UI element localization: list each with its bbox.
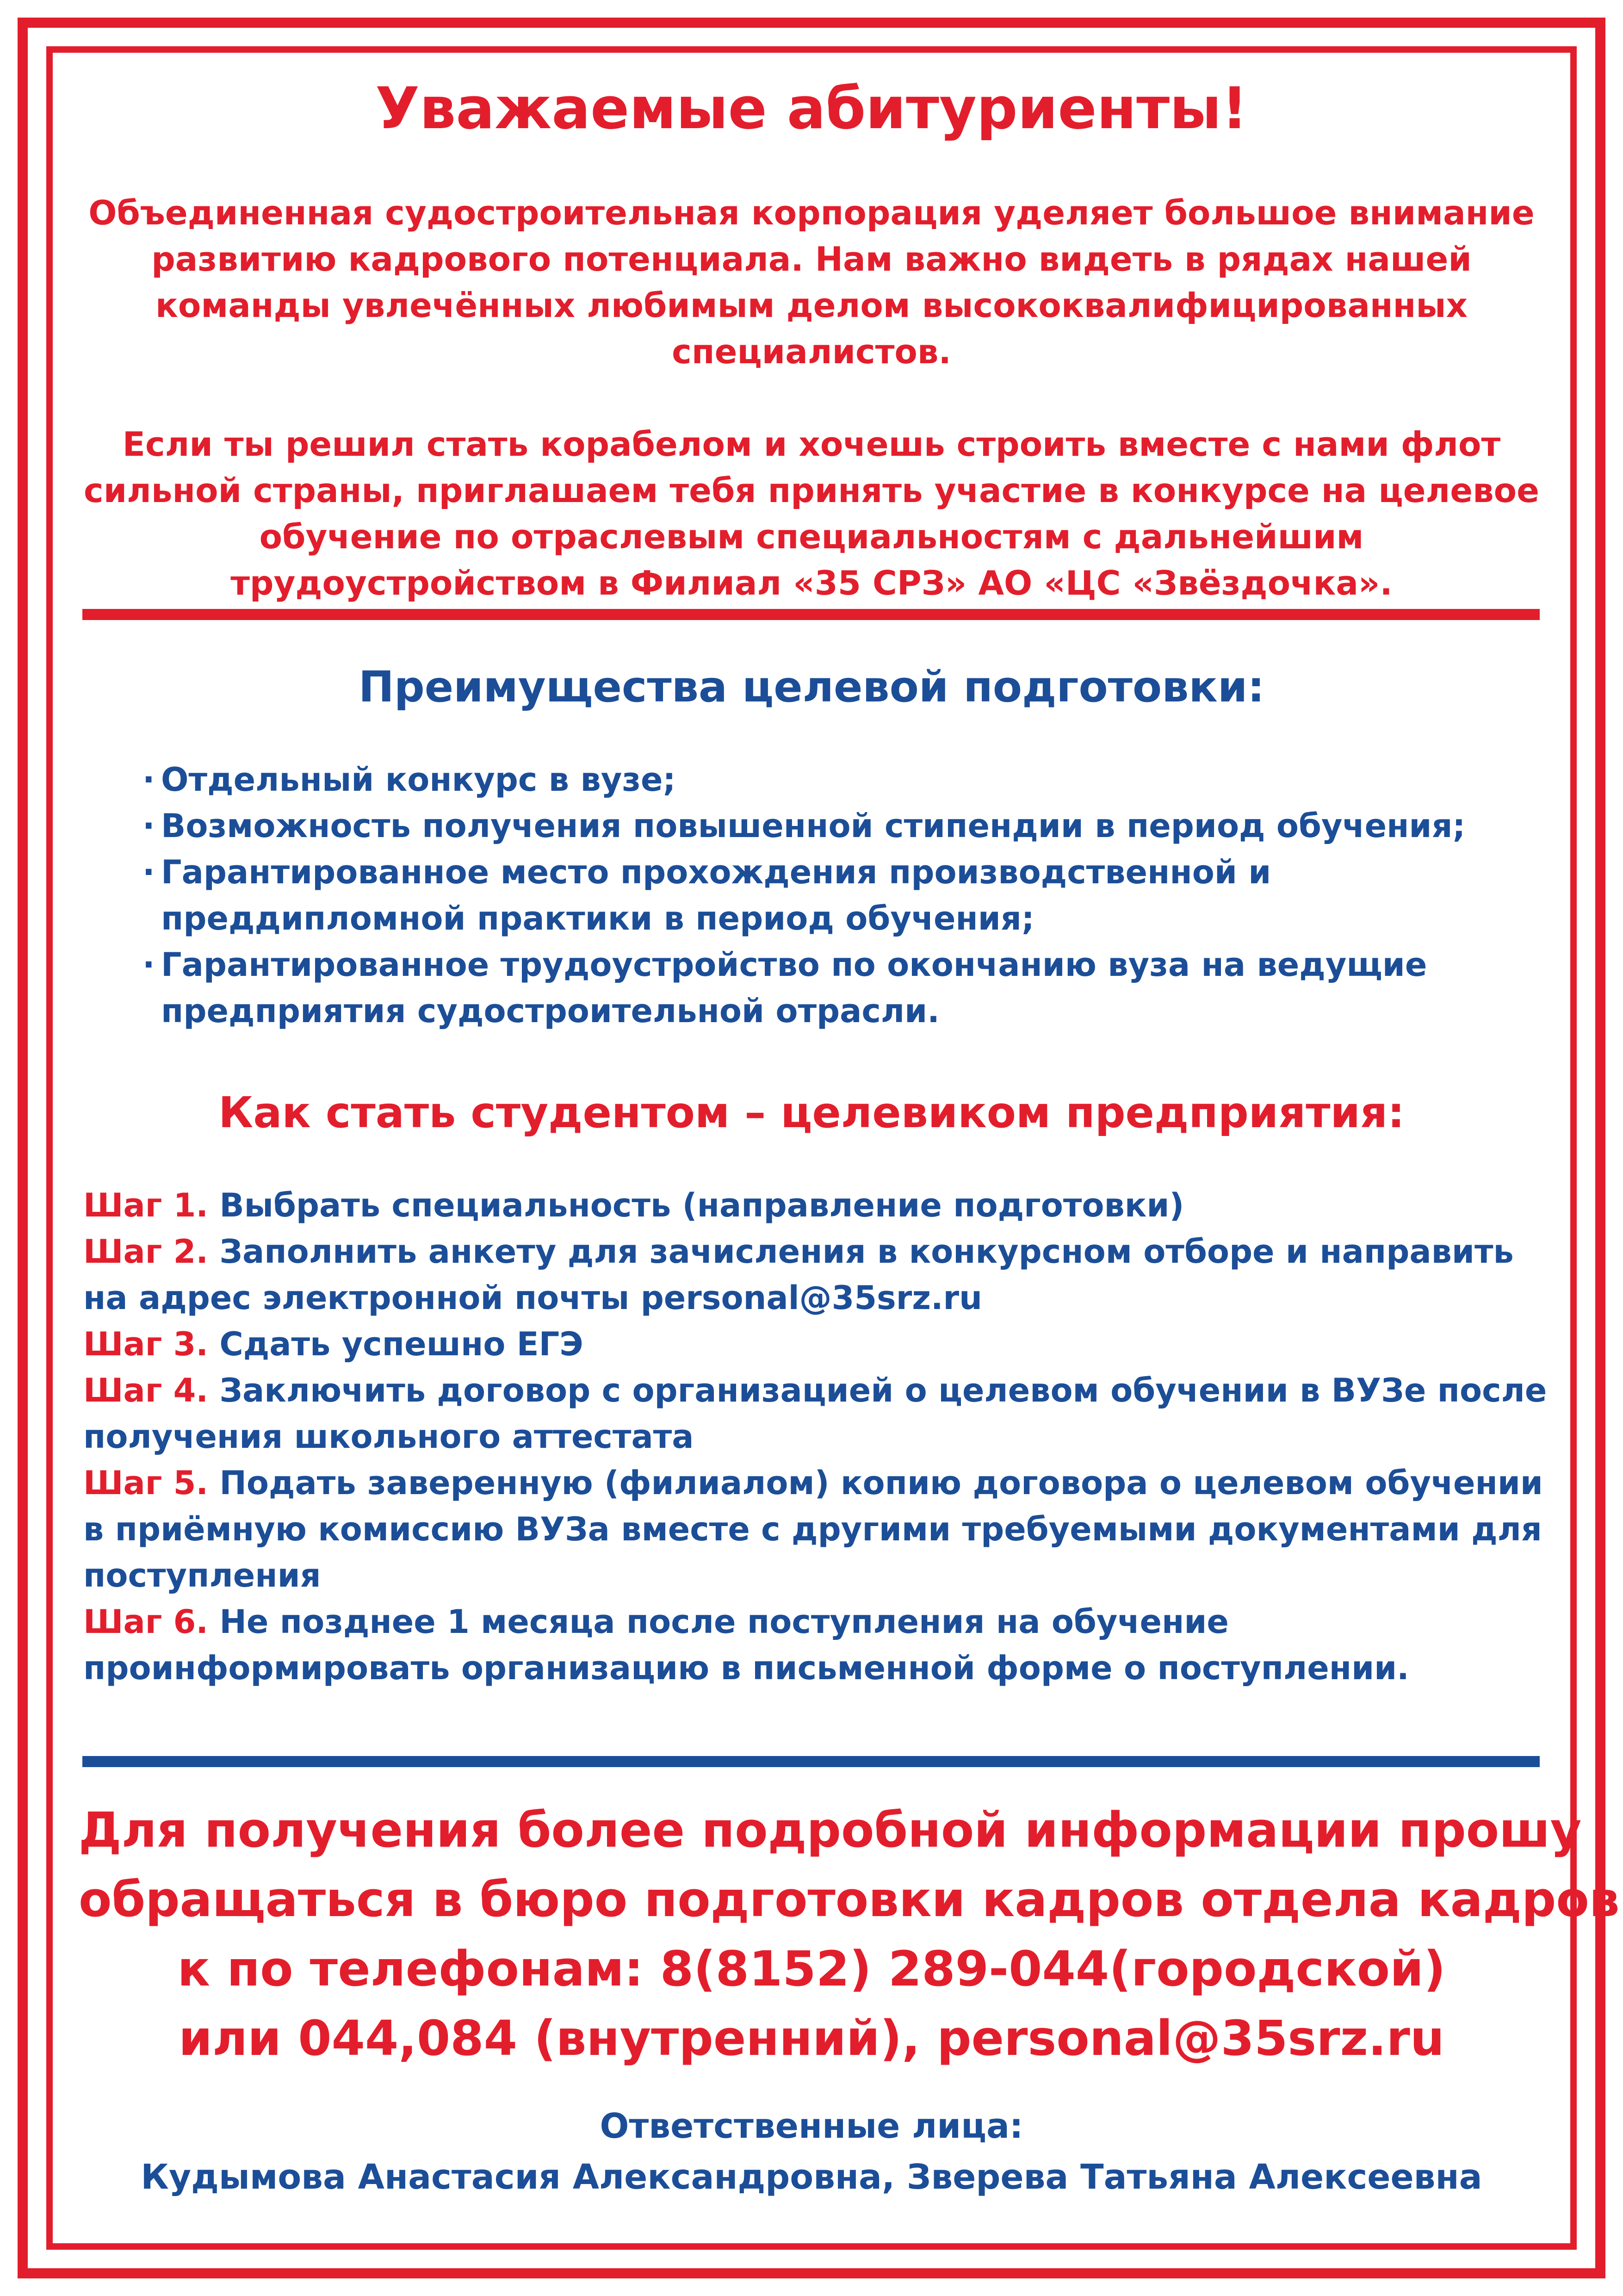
list-item: · Гарантированное место прохождения производственной и преддипломной практики в период обучения; [139,849,1545,942]
red-divider [82,609,1540,620]
page-title: Уважаемые абитуриенты! [375,75,1248,142]
intro-paragraph-1: Объединенная судостроительная корпорация уделяет большое внимание развитию кадрового потенциала. Нам важно видеть в рядах нашей команды увлечённых любимым делом высококвалифицированных специалистов. [88,193,1535,371]
step-item [83,1460,1555,1599]
step-label: Шаг 5. [83,1464,208,1502]
step-item [83,1182,1555,1229]
step-text: Заключить договор с организацией о целевом обучении в ВУЗе после получения школьного аттестата [83,1371,1547,1456]
advantages-list [139,757,1545,1034]
contact-line: Для получения более подробной информации прошу [79,1802,1582,1858]
step-item [83,1367,1555,1460]
step-text: Выбрать специальность (направление подготовки) [219,1186,1184,1224]
contact-info [79,1795,1620,2073]
intro-paragraph-2: Если ты решил стать корабелом и хочешь строить вместе с нами флот сильной страны, приглашаем тебя принять участие в конкурсе на целевое обучение по отраслевым специальностям с дальнейшим трудоустройством в Филиал «35 СРЗ» АО «ЦС «Звёздочка». [84,425,1539,602]
list-item: · Возможность получения повышенной стипендии в период обучения; [139,803,1545,849]
step-text: Не позднее 1 месяца после поступления на обучение проинформировать организацию в письменной форме о поступлении. [83,1603,1409,1687]
contact-line: к по телефонам: 8(8152) 289-044(городской) [177,1941,1446,1997]
contact-line: обращаться в бюро подготовки кадров отдела кадров [79,1871,1620,1928]
steps-list [83,1182,1555,1691]
responsible-title: Ответственные лица: [600,2106,1023,2146]
step-label: Шаг 6. [83,1603,208,1641]
list-item: · Гарантированное трудоустройство по окончанию вуза на ведущие предприятия судостроительной отрасли. [139,942,1545,1034]
advantages-heading: Преимущества целевой подготовки: [358,662,1265,712]
step-label: Шаг 1. [83,1186,208,1224]
step-item [83,1229,1555,1321]
responsible-names: Кудымова Анастасия Александровна, Зверева Татьяна Алексеевна [141,2157,1482,2197]
step-text: Подать заверенную (филиалом) копию договора о целевом обучении в приёмную комиссию ВУЗа вместе с другими требуемыми документами для поступления [83,1464,1543,1595]
step-label: Шаг 2. [83,1233,208,1271]
step-item [83,1321,1555,1367]
step-label: Шаг 4. [83,1371,208,1409]
contact-line: или 044,084 (внутренний), personal@35srz.ru [179,2010,1444,2066]
step-text: Заполнить анкету для зачисления в конкурсном отборе и направить на адрес электронной почты personal@35srz.ru [83,1233,1514,1317]
list-item: · Отдельный конкурс в вузе; [139,757,1545,803]
step-text: Сдать успешно ЕГЭ [219,1325,583,1363]
intro-section [83,190,1540,606]
blue-divider [82,1756,1540,1767]
step-item [83,1599,1555,1691]
step-label: Шаг 3. [83,1325,208,1363]
howto-heading: Как стать студентом – целевиком предприятия: [218,1088,1405,1137]
